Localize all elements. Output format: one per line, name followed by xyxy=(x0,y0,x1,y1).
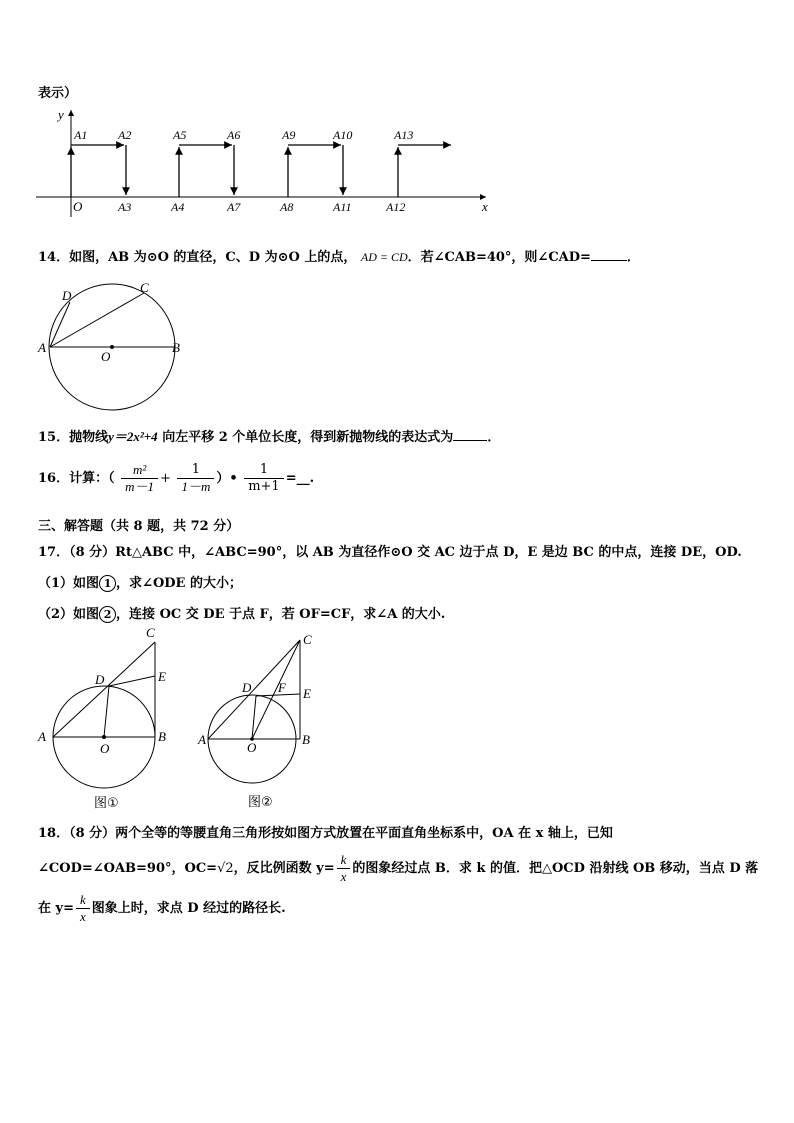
q17-figure-1 xyxy=(34,622,184,792)
header-fragment: 表示） xyxy=(38,86,78,101)
q14-answer-blank xyxy=(591,260,627,261)
figure-1-caption: 图① xyxy=(94,796,119,811)
q17-line1: 17．（8 分）Rt△ABC 中，∠ABC=90°，以 AB 为直径作⊙O 交 AC 边于点 D，E 是边 BC 的中点，连接 DE，OD. xyxy=(38,545,742,560)
q18-line2: ∠COD=∠OAB=90°，OC=√2，反比例函数 y= $\frac{k}{x}$ 的图象经过点 B．求 k 的值．把△OCD 沿射线 OB 移动，当点 D 落 xyxy=(38,852,759,884)
circled-2-marker: 2 xyxy=(99,606,116,623)
label-a1: A1 xyxy=(74,128,88,142)
fig1-label-e: E xyxy=(158,669,166,684)
q18-line1: 18．（8 分）两个全等的等腰直角三角形按如图方式放置在平面直角坐标系中，OA 在 x 轴上，已知 xyxy=(38,826,613,841)
question-15 xyxy=(38,426,500,445)
q16-fraction-2: $\frac{1}{1-m}$ xyxy=(177,462,214,495)
label-a13: A13 xyxy=(394,128,414,142)
point-sequence-diagram xyxy=(36,105,506,217)
circled-1-marker: 1 xyxy=(99,575,116,592)
k-over-x-fraction-1: $\frac{k}{x}$ xyxy=(337,852,351,885)
q15-pre: 抛物线 xyxy=(69,430,109,445)
q15-expression: y＝2x²+4 xyxy=(108,429,158,444)
label-a4: A4 xyxy=(171,200,185,214)
q17-figure-2 xyxy=(196,628,326,788)
fig14-label-d: D xyxy=(62,288,72,303)
q14-number: 14． xyxy=(38,250,70,265)
q14-arc-equation: AD = CD xyxy=(360,250,408,264)
label-a11: A11 xyxy=(333,200,352,214)
label-a12: A12 xyxy=(386,200,406,214)
fig14-label-o: O xyxy=(101,349,111,364)
q17-sub1: （1）如图 1 ，求∠ODE 的大小； xyxy=(38,576,242,591)
q15-end: ． xyxy=(487,430,501,445)
q14-end: ． xyxy=(626,250,640,265)
fig2-label-e: E xyxy=(303,686,311,701)
origin-label: O xyxy=(73,199,83,214)
fig14-label-a: A xyxy=(38,340,46,355)
fig1-label-c: C xyxy=(146,625,155,640)
fig2-label-d: D xyxy=(242,680,252,695)
fig1-label-a: A xyxy=(38,729,46,744)
q16-number: 16． xyxy=(38,471,70,486)
q14-circle-figure xyxy=(34,280,194,415)
q15-post: 向左平移 2 个单位长度，得到新抛物线的表达式为 xyxy=(157,430,454,445)
fig2-label-a: A xyxy=(198,732,206,747)
q16-mid: ）• xyxy=(216,471,238,486)
fig2-label-b: B xyxy=(302,732,310,747)
q16-pre: 计算：（ xyxy=(69,471,115,486)
q16-plus: + xyxy=(160,471,171,486)
label-a5: A5 xyxy=(173,128,187,142)
fig14-label-c: C xyxy=(140,280,149,295)
question-14 xyxy=(38,246,640,265)
fig2-label-c: C xyxy=(303,632,312,647)
label-a6: A6 xyxy=(227,128,241,142)
q17-sub2: （2）如图 2 ，连接 OC 交 DE 于点 F，若 OF=CF，求∠A 的大小. xyxy=(38,607,446,622)
q15-number: 15． xyxy=(38,430,70,445)
q18-line3: 在 y= $\frac{k}{x}$ 图象上时，求点 D 经过的路径长. xyxy=(38,892,286,924)
fig1-label-o: O xyxy=(100,741,110,756)
label-a3: A3 xyxy=(118,200,132,214)
y-axis-label: y xyxy=(58,107,64,122)
fig14-label-b: B xyxy=(172,340,180,355)
x-axis-label: x xyxy=(482,199,488,214)
q14-text2: ．若∠CAB=40°，则∠CAD= xyxy=(407,250,591,265)
figure-2-caption: 图② xyxy=(248,795,273,810)
section-3-heading: 三、解答题（共 8 题，共 72 分） xyxy=(38,519,240,534)
label-a8: A8 xyxy=(280,200,294,214)
label-a2: A2 xyxy=(118,128,132,142)
question-16 xyxy=(38,462,314,495)
fig2-label-o: O xyxy=(247,740,257,755)
label-a7: A7 xyxy=(227,200,241,214)
fig2-label-f: F xyxy=(278,680,286,695)
sqrt-2: √2 xyxy=(217,861,234,876)
label-a10: A10 xyxy=(333,128,353,142)
q16-fraction-1: $\frac{\text{m²}}{m-1}$ xyxy=(121,462,158,495)
q14-text1: 如图，AB 为⊙O 的直径，C、D 为⊙O 上的点， xyxy=(69,250,357,265)
q15-answer-blank xyxy=(453,440,487,441)
q16-fraction-3: $\frac{1}{m+1}$ xyxy=(244,462,284,495)
label-a9: A9 xyxy=(282,128,296,142)
k-over-x-fraction-2: $\frac{k}{x}$ xyxy=(76,892,90,925)
fig1-label-b: B xyxy=(158,729,166,744)
q16-end: =__. xyxy=(285,471,315,486)
fig1-label-d: D xyxy=(95,672,105,687)
